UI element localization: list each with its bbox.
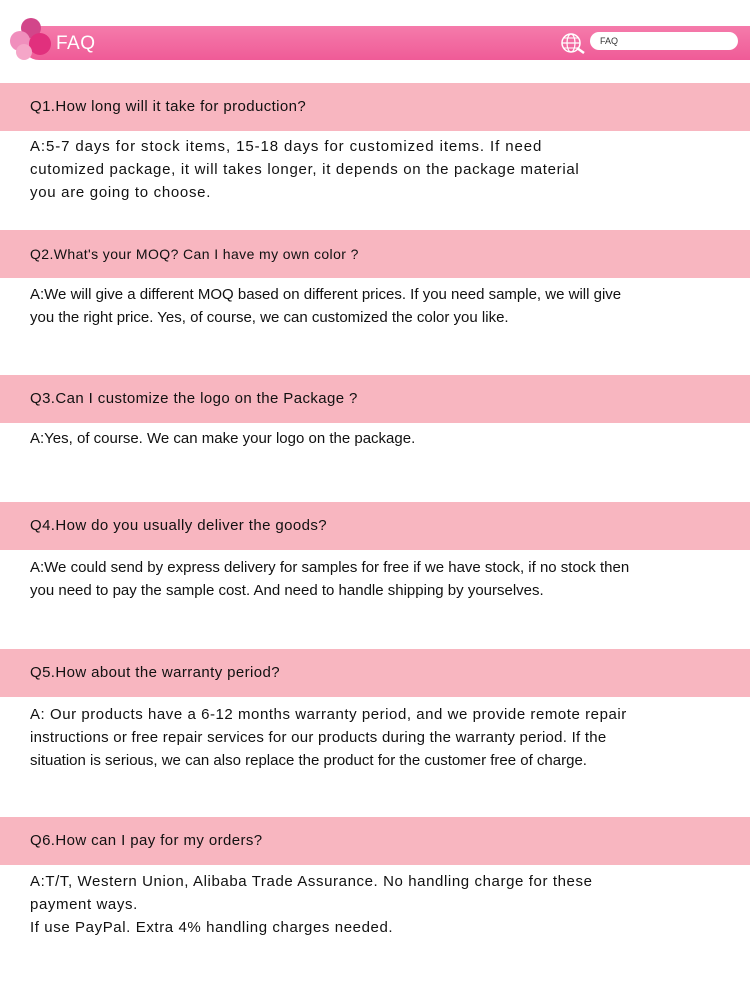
flower-logo-icon — [10, 18, 54, 62]
question-text: Q2.What's your MOQ? Can I have my own color ? — [30, 246, 359, 262]
question-bar-5 — [0, 649, 750, 697]
answer-line: If use PayPal. Extra 4% handling charges needed. — [30, 919, 394, 936]
answer-1 — [30, 135, 646, 204]
question-bar-1 — [0, 83, 750, 131]
answer-line: A:We will give a different MOQ based on different prices. If you need sample, we will give — [30, 286, 622, 303]
answer-line: A:5-7 days for stock items, 15-18 days for customized items. If need — [30, 138, 543, 155]
question-bar-6 — [0, 817, 750, 865]
question-bar-4 — [0, 502, 750, 550]
question-text: Q4.How do you usually deliver the goods? — [30, 517, 328, 534]
faq-header — [0, 18, 750, 68]
search-input[interactable]: FAQ — [590, 32, 738, 50]
answer-line: situation is serious, we can also replace the product for the customer free of charge. — [30, 752, 587, 769]
question-text: Q1.How long will it take for production? — [30, 98, 307, 115]
answer-line: A:T/T, Western Union, Alibaba Trade Assurance. No handling charge for these — [30, 873, 593, 890]
globe-search-icon[interactable] — [560, 32, 586, 54]
answer-line: cutomized package, it will takes longer, it depends on the package material — [30, 161, 580, 178]
answer-line: A:We could send by express delivery for samples for free if we have stock, if no stock then — [30, 559, 630, 576]
answer-5 — [30, 703, 698, 772]
answer-2 — [30, 283, 698, 329]
question-text: Q6.How can I pay for my orders? — [30, 832, 263, 849]
question-bar-3 — [0, 375, 750, 423]
question-text: Q3.Can I customize the logo on the Package ? — [30, 390, 358, 407]
question-bar-2 — [0, 230, 750, 278]
answer-line: payment ways. — [30, 896, 138, 913]
answer-line: A:Yes, of course. We can make your logo on the package. — [30, 430, 416, 447]
answer-6 — [30, 870, 593, 939]
answer-4 — [30, 556, 698, 602]
answer-line: A: Our products have a 6-12 months warranty period, and we provide remote repair — [30, 706, 627, 723]
question-text: Q5.How about the warranty period? — [30, 664, 280, 681]
page-title: FAQ — [56, 33, 96, 54]
answer-line: you need to pay the sample cost. And need to handle shipping by yourselves. — [30, 582, 544, 599]
answer-line: you are going to choose. — [30, 184, 212, 201]
answer-line: instructions or free repair services for our products during the warranty period. If the — [30, 729, 607, 746]
answer-3 — [30, 427, 415, 450]
answer-line: you the right price. Yes, of course, we can customized the color you like. — [30, 309, 509, 326]
